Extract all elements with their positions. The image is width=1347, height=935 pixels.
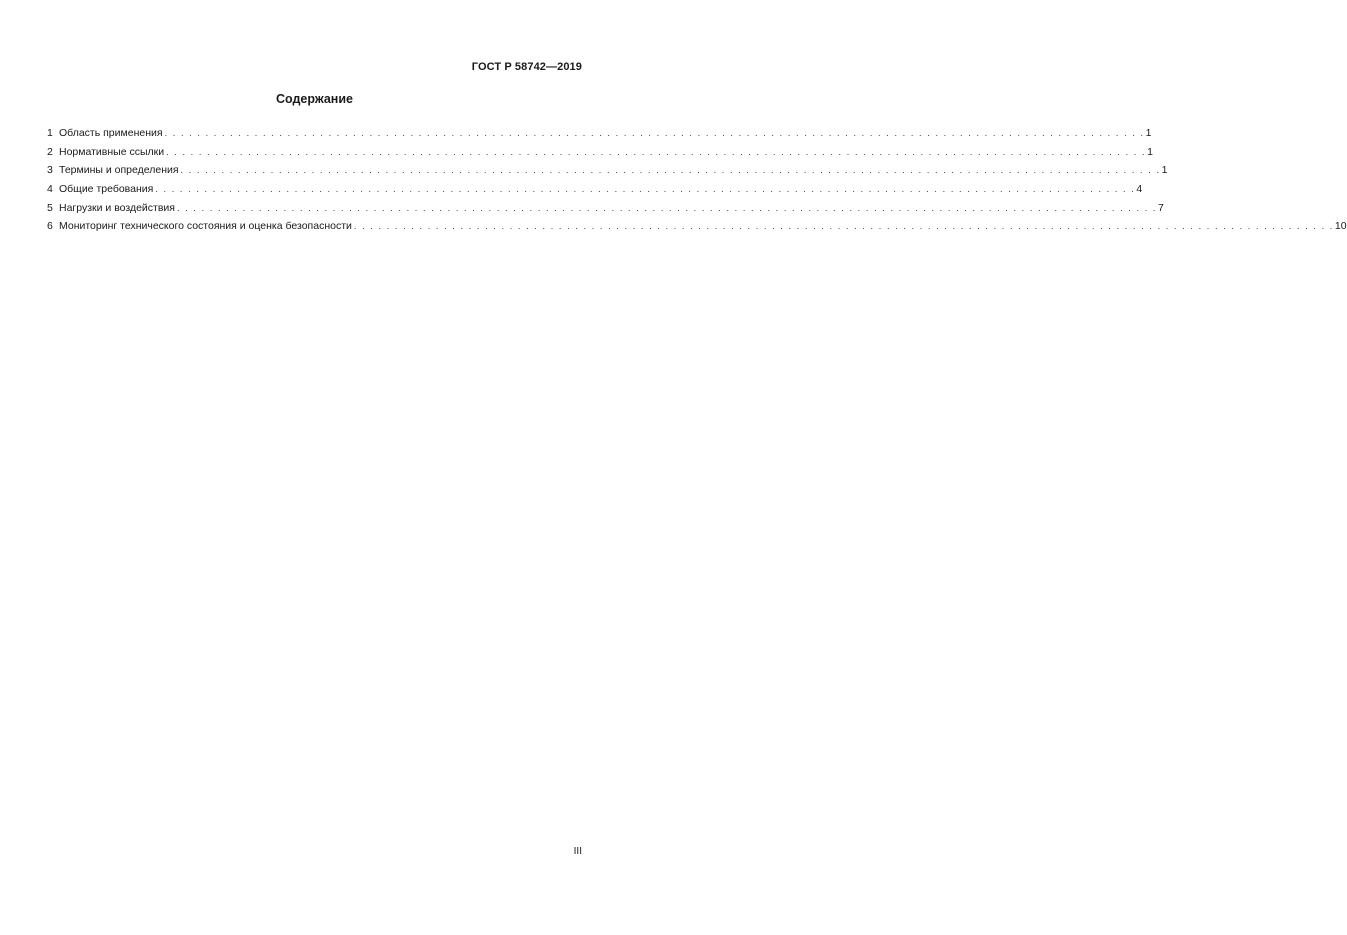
toc-entry-label: Область применения xyxy=(59,127,163,139)
toc-title xyxy=(0,92,661,106)
toc-entry-label: Мониторинг технического состояния и оценка безопасности xyxy=(59,220,352,233)
toc-entry-number: 3 xyxy=(47,164,53,177)
toc-entry-label: Нормативные ссылки xyxy=(59,145,165,158)
toc-entry[interactable] xyxy=(47,143,1153,162)
toc-entry-number: 1 xyxy=(47,127,53,139)
toc-entry-number: 6 xyxy=(47,220,53,233)
toc-dot-leader: . . . . . . . . . . . . . . . . . . . . . . . . . . . . . . . . . . . . . . . . . . . . . . . . . . . . . . . . . . . . . . . . . . . . . . . . . . . . . . . . . . . . . . . . . . . . . . . . . . . . . . . . . . . . . . . . . . . . . . . . xyxy=(166,146,1147,157)
toc-dot-leader: . . . . . . . . . . . . . . . . . . . . . . . . . . . . . . . . . . . . . . . . . . . . . . . . . . . . . . . . . . . . . . . . . . . . . . . . . . . . . . . . . . . . . . . . . . . . . . . . . . . . . . . . . . . . . . . . . . . . . . . . xyxy=(155,184,1136,195)
toc-entry-number: 4 xyxy=(47,183,53,196)
toc-entry[interactable] xyxy=(47,124,1152,143)
toc-entry[interactable] xyxy=(47,199,1164,218)
toc-entry-number: 5 xyxy=(47,201,53,214)
toc-entry-page: 4 xyxy=(1136,183,1143,196)
toc-entry-label: Общие требования xyxy=(59,183,154,196)
toc-entry-page: 1 xyxy=(1147,145,1153,158)
toc-dot-leader: . . . . . . . . . . . . . . . . . . . . . . . . . . . . . . . . . . . . . . . . . . . . . . . . . . . . . . . . . . . . . . . . . . . . . . . . . . . . . . . . . . . . . . . . . . . . . . . . . . . . . . . . . . . . . . . . . . . . . . . . xyxy=(176,202,1157,213)
toc-title-text: Содержание xyxy=(275,92,353,106)
page-number: III xyxy=(573,846,582,857)
toc-entry[interactable] xyxy=(47,217,1347,236)
toc-entry-page: 10 xyxy=(1334,220,1347,233)
toc-entry[interactable] xyxy=(47,161,1168,180)
toc-entry-number: 2 xyxy=(47,145,53,158)
toc-dot-leader: . . . . . . . . . . . . . . . . . . . . . . . . . . . . . . . . . . . . . . . . . . . . . . . . . . . . . . . . . . . . . . . . . . . . . . . . . . . . . . . . . . . . . . . . . . . . . . . . . . . . . . . . . . . . . . . . . . . . . . . . xyxy=(180,165,1161,176)
table-of-contents xyxy=(47,124,1347,236)
toc-entry-page: 7 xyxy=(1158,201,1164,214)
toc-dot-leader: . . . . . . . . . . . . . . . . . . . . . . . . . . . . . . . . . . . . . . . . . . . . . . . . . . . . . . . . . . . . . . . . . . . . . . . . . . . . . . . . . . . . . . . . . . . . . . . . . . . . . . . . . . . . . . . . . . . . . . . . xyxy=(353,221,1334,232)
toc-entry-page: 1 xyxy=(1145,127,1152,139)
toc-entry[interactable] xyxy=(47,180,1143,199)
toc-dot-leader: . . . . . . . . . . . . . . . . . . . . . . . . . . . . . . . . . . . . . . . . . . . . . . . . . . . . . . . . . . . . . . . . . . . . . . . . . . . . . . . . . . . . . . . . . . . . . . . . . . . . . . . . . . . . . . . . . . . . . . . . xyxy=(164,128,1145,138)
toc-entry-label: Нагрузки и воздействия xyxy=(59,201,175,214)
document-code: ГОСТ Р 58742—2019 xyxy=(471,61,582,73)
toc-entry-page: 1 xyxy=(1161,164,1168,177)
toc-entry-label: Термины и определения xyxy=(59,164,179,177)
